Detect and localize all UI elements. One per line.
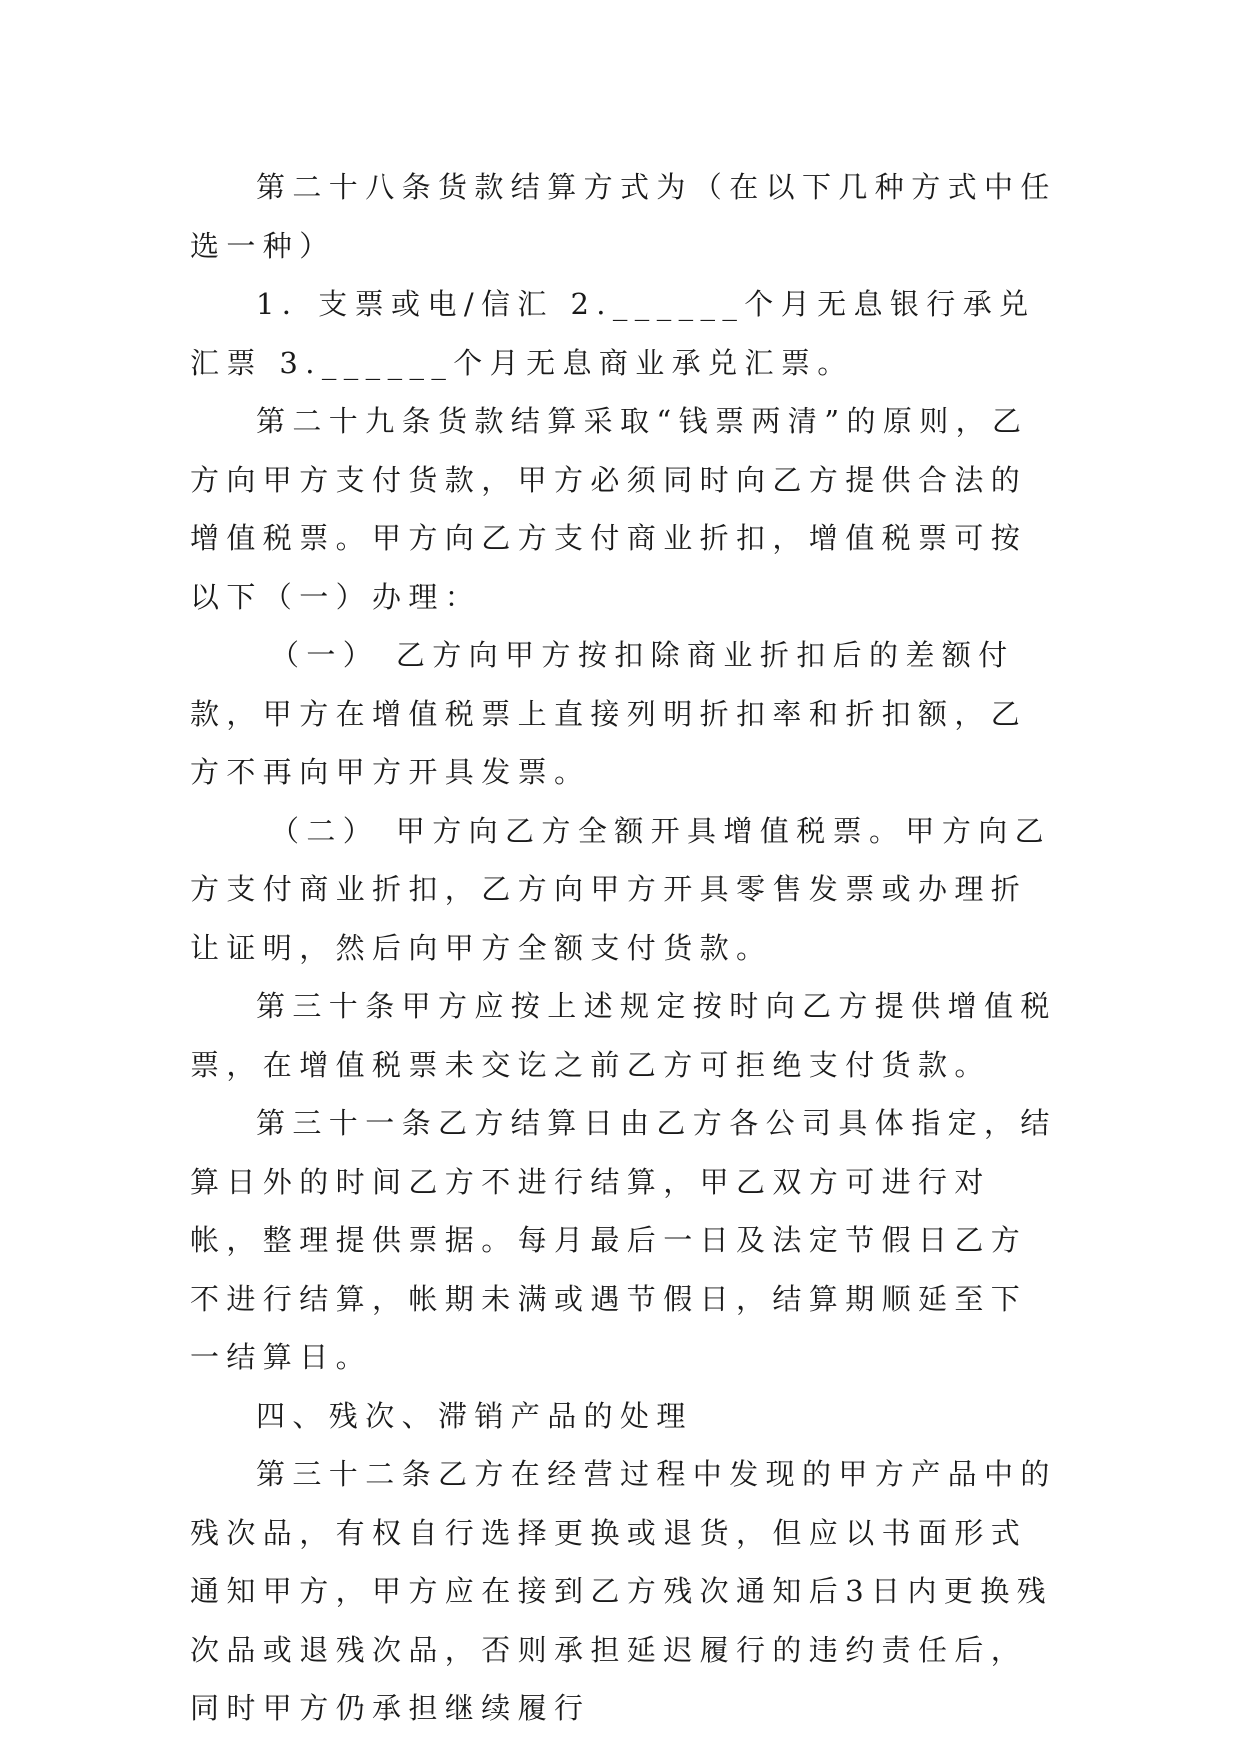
- clause-31: 第三十一条乙方结算日由乙方各公司具体指定，结算日外的时间乙方不进行结算，甲乙双方可进行对帐，整理提供票据。每月最后一日及法定节假日乙方不进行结算，帐期未满或遇节假日，结算期顺延至下一结算日。: [190, 1106, 1057, 1374]
- section-heading-defective-products: 四、残次、滞销产品的处理: [256, 1398, 693, 1433]
- clause-28: 第二十八条货款结算方式为（在以下几种方式中任选一种）: [190, 170, 1057, 263]
- document-body: [190, 158, 1058, 1738]
- option-one: （一） 乙方向甲方按扣除商业折扣后的差额付款，甲方在增值税票上直接列明折扣率和折扣额，乙方不再向甲方开具发票。: [190, 638, 1028, 789]
- payment-options: 1．支票或电/信汇 2.______个月无息银行承兑汇票 3.______个月无息商业承兑汇票。: [190, 287, 1036, 380]
- clause-30: 第三十条甲方应按上述规定按时向乙方提供增值税票，在增值税票未交讫之前乙方可拒绝支付货款。: [190, 989, 1057, 1082]
- clause-29: 第二十九条货款结算采取“钱票两清”的原则，乙方向甲方支付货款，甲方必须同时向乙方提供合法的增值税票。甲方向乙方支付商业折扣，增值税票可按以下（一）办理：: [190, 404, 1029, 614]
- option-two: （二） 甲方向乙方全额开具增值税票。甲方向乙方支付商业折扣，乙方向甲方开具零售发票或办理折让证明，然后向甲方全额支付货款。: [190, 813, 1052, 965]
- clause-32: 第三十二条乙方在经营过程中发现的甲方产品中的残次品，有权自行选择更换或退货，但应以书面形式通知甲方，甲方应在接到乙方残次通知后3日内更换残次品或退残次品，否则承担延迟履行的违约责任后，同时甲方仍承担继续履行: [190, 1457, 1057, 1725]
